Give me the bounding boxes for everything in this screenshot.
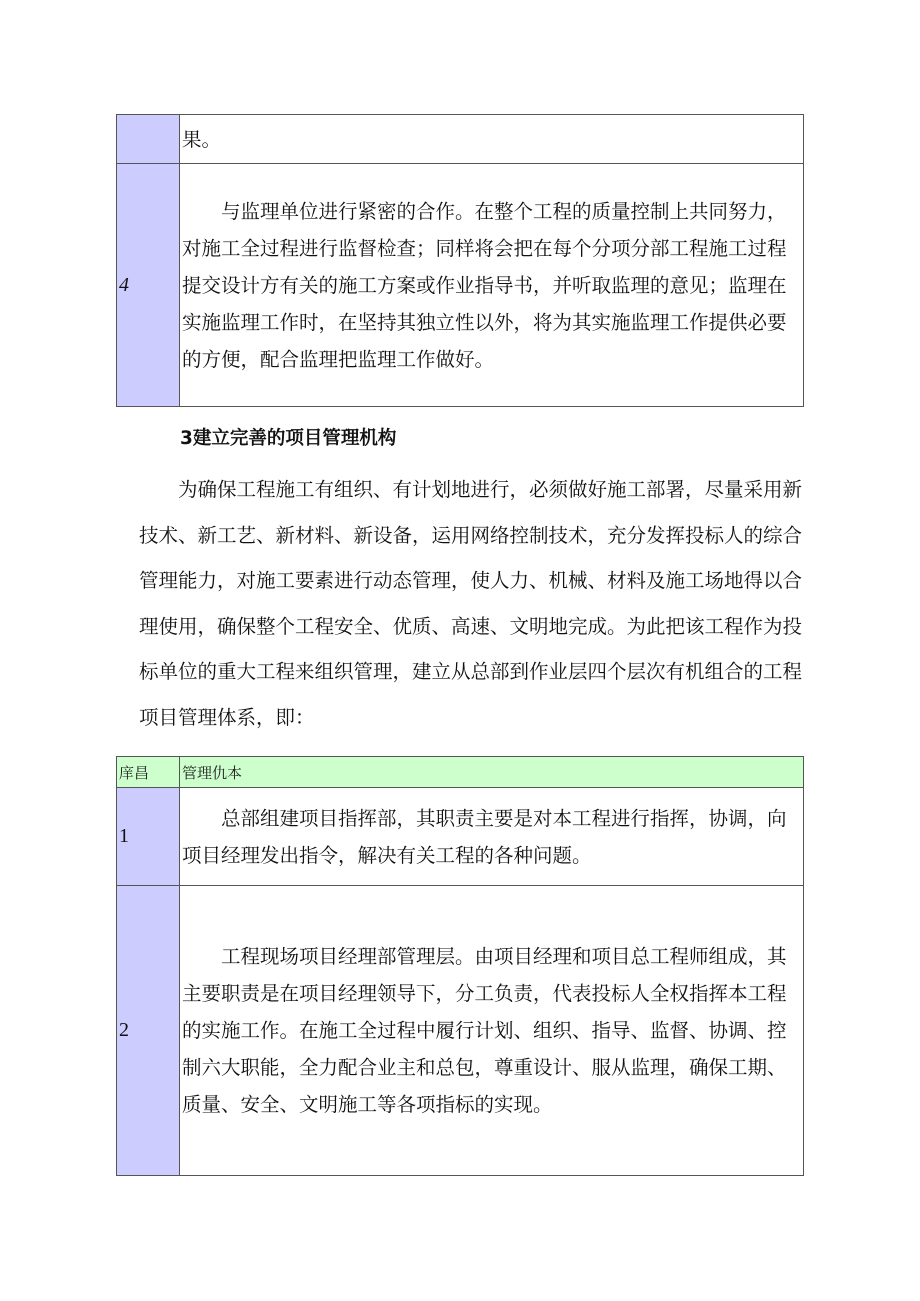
row-content-cell xyxy=(180,788,804,886)
row-number-cell: 2 xyxy=(117,886,180,1176)
table-row xyxy=(117,788,804,886)
row-content-cell xyxy=(180,886,804,1176)
table-header-row xyxy=(117,757,804,788)
row-number-cell xyxy=(117,115,180,164)
row-number-cell: 1 xyxy=(117,788,180,886)
row-text: 工程现场项目经理部管理层。由项目经理和项目总工程师组成，其主要职责是在项目经理领导下，分工负责，代表投标人全权指挥本工程的实施工作。在施工全过程中履行计划、组织、指导、监督、协调、控制六大职能，全力配合业主和总包，尊重设计、服从监理，确保工期、质量、安全、文明施工等各项指标的实现。 xyxy=(182,945,787,1116)
row-text: 总部组建项目指挥部，其职责主要是对本工程进行指挥，协调，向项目经理发出指令，解决有关工程的各种问题。 xyxy=(182,806,787,867)
table-row xyxy=(117,115,804,164)
measures-table xyxy=(116,114,804,407)
table-row xyxy=(117,164,804,407)
management-levels-table xyxy=(116,756,804,1176)
section-heading: 3建立完善的项目管理机构 xyxy=(180,428,397,449)
table-row xyxy=(117,886,804,1176)
row-content-cell xyxy=(180,115,804,164)
row-content-cell xyxy=(180,164,804,407)
row-text: 果。 xyxy=(182,127,222,151)
row-number-cell: 4 xyxy=(117,164,180,407)
header-cell-sequence: 庠昌 xyxy=(117,757,180,788)
row-text: 与监理单位进行紧密的合作。在整个工程的质量控制上共同努力，对施工全过程进行监督检查；同样将会把在每个分项分部工程施工过程提交设计方有关的施工方案或作业指导书，并听取监理的意见；监理在实施监理工作时，在坚持其独立性以外，将为其实施监理工作提供必要的方便，配合监理把监理工作做好。 xyxy=(182,199,787,371)
header-cell-level: 管理仇本 xyxy=(180,757,804,788)
body-paragraph: 为确保工程施工有组织、有计划地进行，必须做好施工部署，尽量采用新技术、新工艺、新材料、新设备，运用网络控制技术，充分发挥投标人的综合管理能力，对施工要素进行动态管理，使人力、机械、材料及施工场地得以合理使用，确保整个工程安全、优质、高速、文明地完成。为此把该工程作为投标单位的重大工程来组织管理，建立从总部到作业层四个层次有机组合的工程项目管理体系，即： xyxy=(139,478,803,729)
